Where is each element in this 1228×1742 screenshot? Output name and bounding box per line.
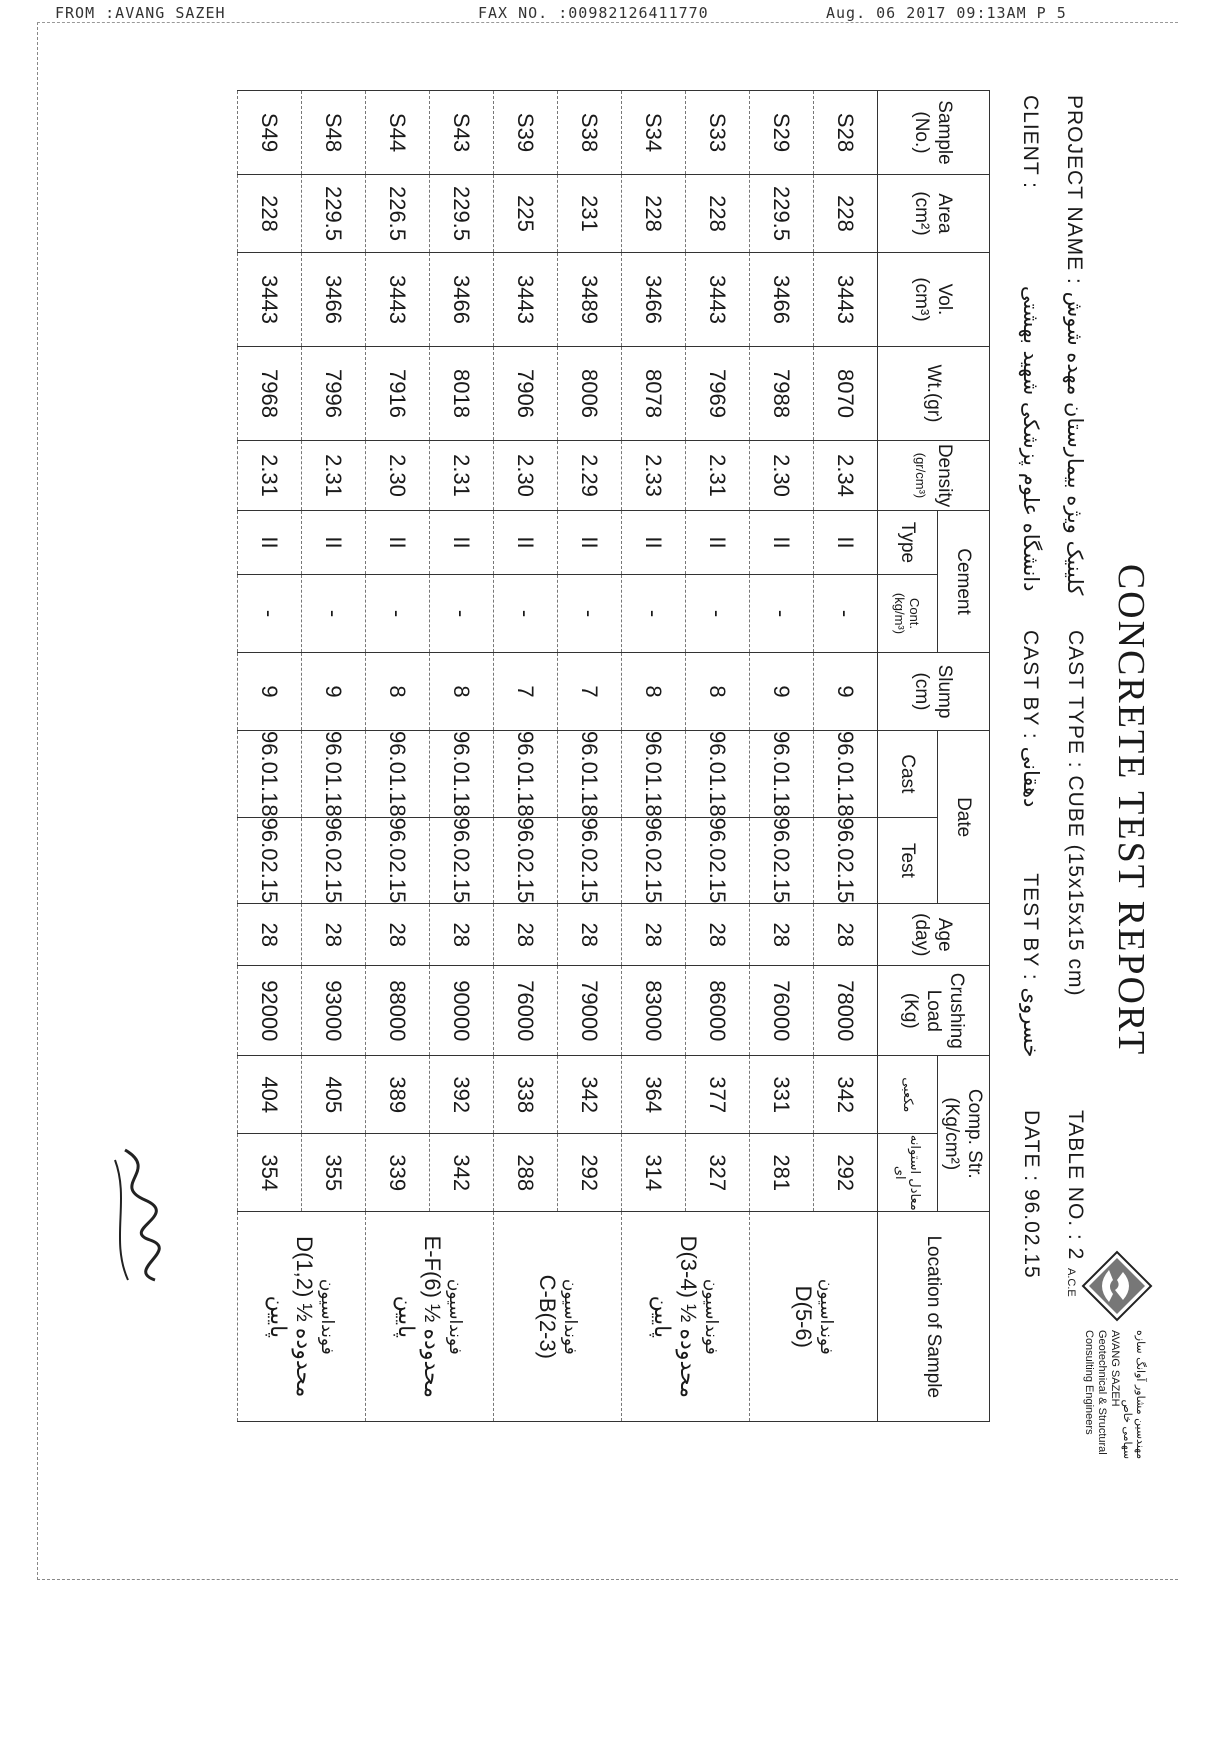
cell-cont: - (430, 575, 494, 653)
cell-area: 226.5 (366, 175, 430, 253)
cell-age: 28 (430, 904, 494, 966)
cell-test: 96.02.15 (494, 817, 558, 904)
location-code: D(5-6) (791, 1285, 817, 1348)
cell-cyl: 339 (366, 1134, 430, 1212)
cell-area: 228 (238, 175, 302, 253)
fax-from: FROM :AVANG SAZEH (55, 4, 226, 22)
cell-test: 96.02.15 (430, 817, 494, 904)
cell-cont: - (814, 575, 878, 653)
cell-load: 90000 (430, 966, 494, 1056)
cell-wt: 7968 (238, 347, 302, 441)
cell-cont: - (302, 575, 366, 653)
company-logo-icon (1081, 1250, 1153, 1322)
cell-sample: S38 (558, 91, 622, 175)
cell-wt: 8018 (430, 347, 494, 441)
table-row (686, 91, 750, 1422)
cell-sample: S29 (750, 91, 814, 175)
location-code: E-F(6) محدوده ½ پایین (394, 1235, 446, 1398)
cell-wt: 7916 (366, 347, 430, 441)
location-fa: فونداسیون (317, 1278, 338, 1355)
cell-density: 2.30 (494, 441, 558, 511)
fax-number: FAX NO. :00982126411770 (478, 4, 709, 22)
cast-by-line (1018, 630, 1043, 1057)
cell-sample: S28 (814, 91, 878, 175)
cell-load: 83000 (622, 966, 686, 1056)
col-crushing: Crushing Load (Kg) (878, 966, 990, 1056)
cell-slump: 9 (302, 653, 366, 731)
rotated-report (25, 40, 1165, 1600)
cell-cube: 364 (622, 1056, 686, 1134)
cell-cyl: 292 (814, 1134, 878, 1212)
report-title: CONCRETE TEST REPORT (1110, 563, 1152, 1057)
client-label: CLIENT : (1019, 95, 1042, 189)
cell-cast: 96.01.18 (494, 731, 558, 818)
cell-cyl: 314 (622, 1134, 686, 1212)
cell-cube: 331 (750, 1056, 814, 1134)
cell-density: 2.31 (238, 441, 302, 511)
cell-density: 2.31 (430, 441, 494, 511)
cell-cube: 342 (814, 1056, 878, 1134)
cast-type: CAST TYPE : CUBE (15x15x15 cm) (1064, 630, 1087, 997)
project-value: کلینیک ویژه بیمارستان مهده شوش (1063, 291, 1087, 596)
col-comp-cyl: معادل استوانه ای (878, 1134, 938, 1212)
cell-age: 28 (494, 904, 558, 966)
cell-test: 96.02.15 (558, 817, 622, 904)
cell-age: 28 (302, 904, 366, 966)
cell-sample: S43 (430, 91, 494, 175)
cell-wt: 8006 (558, 347, 622, 441)
col-area: Area (cm²) (878, 175, 990, 253)
cell-area: 225 (494, 175, 558, 253)
cell-cyl: 354 (238, 1134, 302, 1212)
cell-type: II (558, 511, 622, 575)
concrete-test-table (237, 90, 990, 1422)
col-sample: Sample (No.) (878, 91, 990, 175)
cell-type: II (622, 511, 686, 575)
col-vol: Vol. (cm³) (878, 253, 990, 347)
location-cell (366, 1212, 494, 1422)
cell-density: 2.31 (686, 441, 750, 511)
cell-cyl: 342 (430, 1134, 494, 1212)
cell-vol: 3443 (238, 253, 302, 347)
cell-load: 79000 (558, 966, 622, 1056)
company-desc1: Geotechnical & Structural (1096, 1330, 1108, 1455)
signature-icon (100, 1140, 180, 1290)
location-cell (622, 1212, 750, 1422)
table-row (558, 91, 622, 1422)
cell-sample: S39 (494, 91, 558, 175)
cell-sample: S48 (302, 91, 366, 175)
location-fa: فونداسیون (701, 1278, 722, 1355)
cell-cube: 405 (302, 1056, 366, 1134)
cell-load: 88000 (366, 966, 430, 1056)
client-value: دانشگاه علوم پزشکی شهید بهشتی (1019, 285, 1043, 592)
company-text (1082, 1330, 1147, 1459)
cell-slump: 8 (686, 653, 750, 731)
cell-slump: 9 (750, 653, 814, 731)
location-cell (494, 1212, 622, 1422)
cell-load: 93000 (302, 966, 366, 1056)
cell-cast: 96.01.18 (814, 731, 878, 818)
cell-type: II (238, 511, 302, 575)
cell-cont: - (366, 575, 430, 653)
cell-cyl: 281 (750, 1134, 814, 1212)
cell-age: 28 (366, 904, 430, 966)
cell-slump: 9 (814, 653, 878, 731)
cell-cube: 404 (238, 1056, 302, 1134)
col-age: Age (day) (878, 904, 990, 966)
cell-age: 28 (686, 904, 750, 966)
cell-cyl: 327 (686, 1134, 750, 1212)
cell-test: 96.02.15 (366, 817, 430, 904)
cell-cont: - (750, 575, 814, 653)
company-desc2: Consulting Engineers (1083, 1330, 1095, 1435)
cell-slump: 7 (494, 653, 558, 731)
cell-vol: 3443 (366, 253, 430, 347)
cell-load: 92000 (238, 966, 302, 1056)
cell-test: 96.02.15 (814, 817, 878, 904)
cell-slump: 9 (238, 653, 302, 731)
cell-area: 228 (686, 175, 750, 253)
cell-cube: 392 (430, 1056, 494, 1134)
cell-age: 28 (238, 904, 302, 966)
cell-test: 96.02.15 (302, 817, 366, 904)
cell-type: II (686, 511, 750, 575)
cell-type: II (494, 511, 558, 575)
cell-area: 231 (558, 175, 622, 253)
cell-test: 96.02.15 (622, 817, 686, 904)
col-date-cast: Cast (878, 731, 938, 818)
col-date-test: Test (878, 817, 938, 904)
cell-load: 86000 (686, 966, 750, 1056)
cell-cyl: 292 (558, 1134, 622, 1212)
cell-age: 28 (814, 904, 878, 966)
cast-by-label: CAST BY : (1019, 630, 1042, 740)
cell-cast: 96.01.18 (430, 731, 494, 818)
cell-vol: 3466 (750, 253, 814, 347)
col-slump: Slump (cm) (878, 653, 990, 731)
location-code: C-B(2-3) (535, 1274, 561, 1359)
cell-cast: 96.01.18 (622, 731, 686, 818)
table-body (238, 91, 878, 1422)
cell-wt: 7969 (686, 347, 750, 441)
cell-cont: - (686, 575, 750, 653)
cell-age: 28 (622, 904, 686, 966)
cell-slump: 8 (430, 653, 494, 731)
table-no: TABLE NO. : 2 (1064, 1110, 1087, 1261)
location-fa: فونداسیون (816, 1278, 837, 1355)
cell-test: 96.02.15 (238, 817, 302, 904)
location-fa: فونداسیون (560, 1278, 581, 1355)
cell-area: 229.5 (302, 175, 366, 253)
cell-cyl: 355 (302, 1134, 366, 1212)
col-density: Density (gr/cm³) (878, 441, 990, 511)
test-by-label: TEST BY : (1019, 873, 1042, 981)
cell-density: 2.31 (302, 441, 366, 511)
cell-density: 2.33 (622, 441, 686, 511)
fax-datetime: Aug. 06 2017 09:13AM P 5 (826, 4, 1067, 22)
cell-wt: 7996 (302, 347, 366, 441)
cell-sample: S49 (238, 91, 302, 175)
cell-sample: S44 (366, 91, 430, 175)
table-row (302, 91, 366, 1422)
cell-cast: 96.01.18 (302, 731, 366, 818)
cell-type: II (430, 511, 494, 575)
location-code: D(1,2) محدوده ½ پایین (266, 1236, 318, 1398)
cell-cont: - (558, 575, 622, 653)
cell-cyl: 288 (494, 1134, 558, 1212)
cell-cube: 389 (366, 1056, 430, 1134)
col-wt: Wt.(gr) (878, 347, 990, 441)
cell-type: II (366, 511, 430, 575)
cell-density: 2.29 (558, 441, 622, 511)
cell-cast: 96.01.18 (686, 731, 750, 818)
cell-load: 78000 (814, 966, 878, 1056)
cell-sample: S33 (686, 91, 750, 175)
cell-wt: 8078 (622, 347, 686, 441)
cell-density: 2.30 (750, 441, 814, 511)
location-fa: فونداسیون (445, 1278, 466, 1355)
table-row (814, 91, 878, 1422)
company-name-fa: مهندسین مشاور آوانگ سازه (1134, 1330, 1147, 1460)
cell-type: II (750, 511, 814, 575)
cell-cont: - (622, 575, 686, 653)
project-label: PROJECT NAME : (1063, 95, 1086, 285)
test-by-value: خسروی (1019, 987, 1043, 1058)
cell-vol: 3489 (558, 253, 622, 347)
col-cement-type: Type (878, 511, 938, 575)
cell-density: 2.34 (814, 441, 878, 511)
cell-wt: 7988 (750, 347, 814, 441)
cell-area: 228 (622, 175, 686, 253)
cell-age: 28 (750, 904, 814, 966)
cell-sample: S34 (622, 91, 686, 175)
company-sub-fa: سهامی خاص (1121, 1399, 1134, 1460)
cell-cast: 96.01.18 (558, 731, 622, 818)
cell-cast: 96.01.18 (238, 731, 302, 818)
cell-slump: 8 (622, 653, 686, 731)
cast-by-value: دهقانی (1019, 746, 1043, 808)
table-row (430, 91, 494, 1422)
cell-cube: 377 (686, 1056, 750, 1134)
cell-vol: 3443 (494, 253, 558, 347)
cell-density: 2.30 (366, 441, 430, 511)
col-comp-cube: مکعبی (878, 1056, 938, 1134)
cell-cast: 96.01.18 (366, 731, 430, 818)
col-cement-cont: Cont. (kg/m³) (878, 575, 938, 653)
cell-cont: - (238, 575, 302, 653)
cell-type: II (814, 511, 878, 575)
company-logo (1027, 1250, 1157, 1500)
company-name-en: AVANG SAZEH (1109, 1330, 1121, 1407)
cell-slump: 7 (558, 653, 622, 731)
cell-type: II (302, 511, 366, 575)
location-cell (750, 1212, 878, 1422)
cell-cast: 96.01.18 (750, 731, 814, 818)
cell-area: 228 (814, 175, 878, 253)
cell-cube: 342 (558, 1056, 622, 1134)
cell-area: 229.5 (430, 175, 494, 253)
col-cement: Cement (938, 511, 990, 653)
cell-slump: 8 (366, 653, 430, 731)
col-location: Location of Sample (878, 1212, 990, 1422)
company-ace: A.C.E (1065, 1268, 1077, 1297)
cell-test: 96.02.15 (686, 817, 750, 904)
cell-cube: 338 (494, 1056, 558, 1134)
location-code: D(3-4) محدوده ½ پایین (650, 1235, 702, 1398)
cell-vol: 3443 (814, 253, 878, 347)
location-cell (238, 1212, 366, 1422)
cell-wt: 8070 (814, 347, 878, 441)
cell-vol: 3466 (622, 253, 686, 347)
cell-wt: 7906 (494, 347, 558, 441)
col-comp-str: Comp. Str. (Kg/cm²) (938, 1056, 990, 1212)
cell-area: 229.5 (750, 175, 814, 253)
cell-load: 76000 (750, 966, 814, 1056)
report-date: DATE : 96.02.15 (1020, 1110, 1043, 1279)
cell-vol: 3443 (686, 253, 750, 347)
cell-age: 28 (558, 904, 622, 966)
cell-vol: 3466 (302, 253, 366, 347)
cell-cont: - (494, 575, 558, 653)
client-line (1018, 95, 1043, 591)
project-line (1062, 95, 1087, 595)
cell-vol: 3466 (430, 253, 494, 347)
cell-load: 76000 (494, 966, 558, 1056)
col-date: Date (938, 731, 990, 904)
cell-test: 96.02.15 (750, 817, 814, 904)
